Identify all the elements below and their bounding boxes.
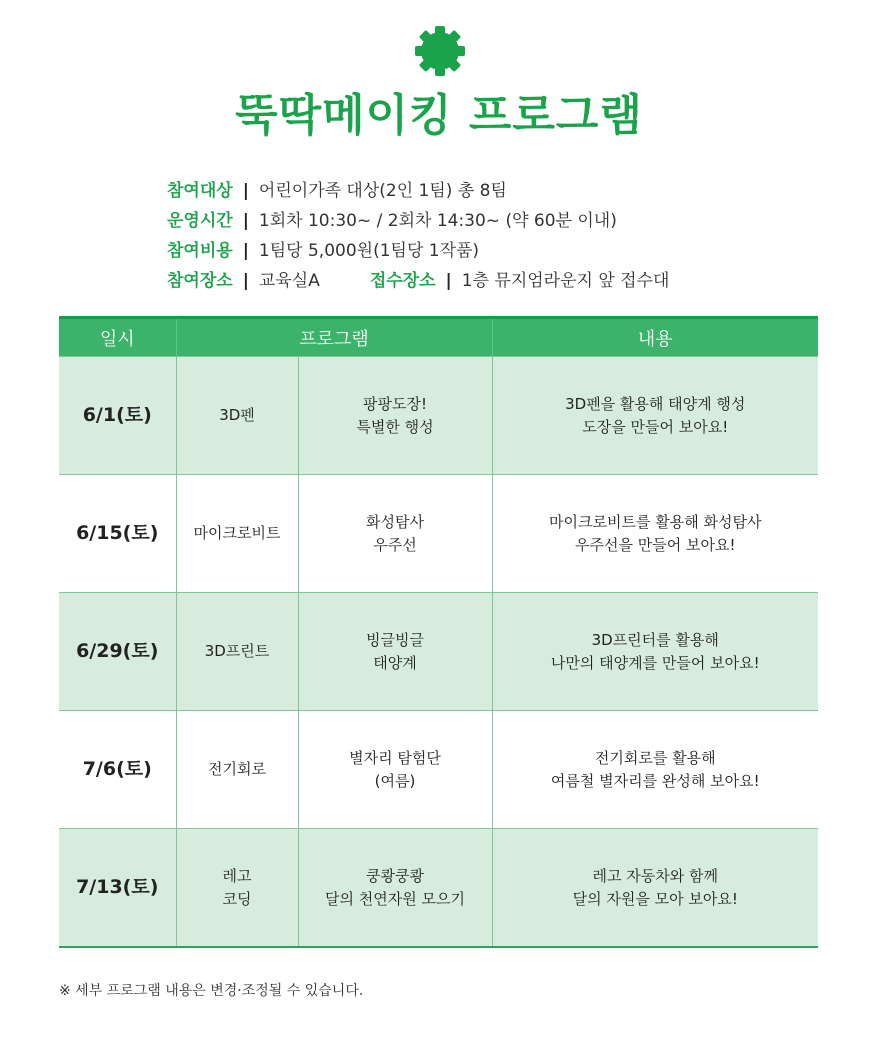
header-program: 프로그램 [176,318,492,357]
info-value: 1층 뮤지엄라운지 앞 접수대 [461,271,670,291]
content-cell [492,475,818,593]
cell-text: 우주선 [373,535,417,554]
cell-text: 마이크로비트를 활용해 화성탐사 [549,512,762,531]
info-value: 1팀당 5,000원(1팀당 1작품) [258,241,480,261]
separator: | [242,241,249,261]
info-block [167,176,669,296]
date-cell: 6/1(토) [59,357,176,475]
cell-text: 별자리 탐험단 [349,748,441,767]
cell-text: 3D펜을 활용해 태양계 행성 [565,394,746,413]
info-value: 1회차 10:30~ / 2회차 14:30~ (약 60분 이내) [258,211,617,231]
cell-text: 3D프린터를 활용해 [591,630,719,649]
info-row-fee [167,236,669,266]
cell-text: 마이크로비트 [193,524,281,542]
cell-text: 여름철 별자리를 완성해 보아요! [550,771,760,790]
date-cell: 6/29(토) [59,593,176,711]
info-value: 교육실A [258,271,320,291]
cell-text: 나만의 태양계를 만들어 보아요! [550,653,760,672]
cell-text: 달의 자원을 모아 보아요! [572,889,738,908]
cell-text: 쿵쾅쿵쾅 [366,866,424,885]
cell-text: 전기회로 [208,760,266,778]
table-row [59,829,818,948]
schedule-table [59,316,818,948]
content-cell [492,711,818,829]
content-cell [492,357,818,475]
info-label: 참여대상 [167,181,233,201]
cell-text: 레고 [222,866,252,885]
category-cell [176,593,298,711]
separator: | [242,181,249,201]
info-label: 참여장소 [167,271,233,291]
date-cell: 7/13(토) [59,829,176,948]
program-cell [298,593,492,711]
table-row [59,593,818,711]
program-cell [298,829,492,948]
content-cell [492,593,818,711]
cell-text: 전기회로를 활용해 [594,748,716,767]
info-row-participants [167,176,669,206]
footnote: ※ 세부 프로그램 내용은 변경·조정될 수 있습니다. [59,983,364,999]
table-header-row [59,318,818,357]
info-label: 운영시간 [167,211,233,231]
cell-text: 우주선을 만들어 보아요! [575,535,736,554]
cell-text: 팡팡도장! [363,394,427,413]
program-cell [298,357,492,475]
date-cell: 7/6(토) [59,711,176,829]
cell-text: 특별한 행성 [356,417,434,436]
cell-text: 도장을 만들어 보아요! [582,417,729,436]
cell-text: 3D펜 [219,406,255,424]
category-cell [176,357,298,475]
gear-icon [414,25,466,77]
content-cell [492,829,818,948]
cell-text: 달의 천연자원 모으기 [325,889,465,908]
cell-text: 화성탐사 [366,512,424,531]
date-cell: 6/15(토) [59,475,176,593]
page-title: 뚝딱메이킹 프로그램 [235,90,643,141]
separator: | [242,211,249,231]
header-content: 내용 [492,318,818,357]
info-row-place [167,266,669,296]
category-cell [176,829,298,948]
info-row-time [167,206,669,236]
cell-text: 코딩 [222,889,252,908]
program-cell [298,475,492,593]
cell-text: 레고 자동차와 함께 [592,866,718,885]
category-cell [176,475,298,593]
program-cell [298,711,492,829]
separator: | [445,271,452,291]
header-date: 일시 [59,318,176,357]
info-label: 참여비용 [167,241,233,261]
cell-text: 3D프린트 [204,642,270,660]
category-cell [176,711,298,829]
table-row [59,711,818,829]
cell-text: 빙글빙글 [366,630,424,649]
info-value: 어린이가족 대상(2인 1팀) 총 8팀 [258,181,507,201]
table-row [59,475,818,593]
info-label: 접수장소 [369,271,436,291]
separator: | [242,271,249,291]
cell-text: 태양계 [373,653,417,672]
cell-text: (여름) [374,771,416,790]
table-row [59,357,818,475]
